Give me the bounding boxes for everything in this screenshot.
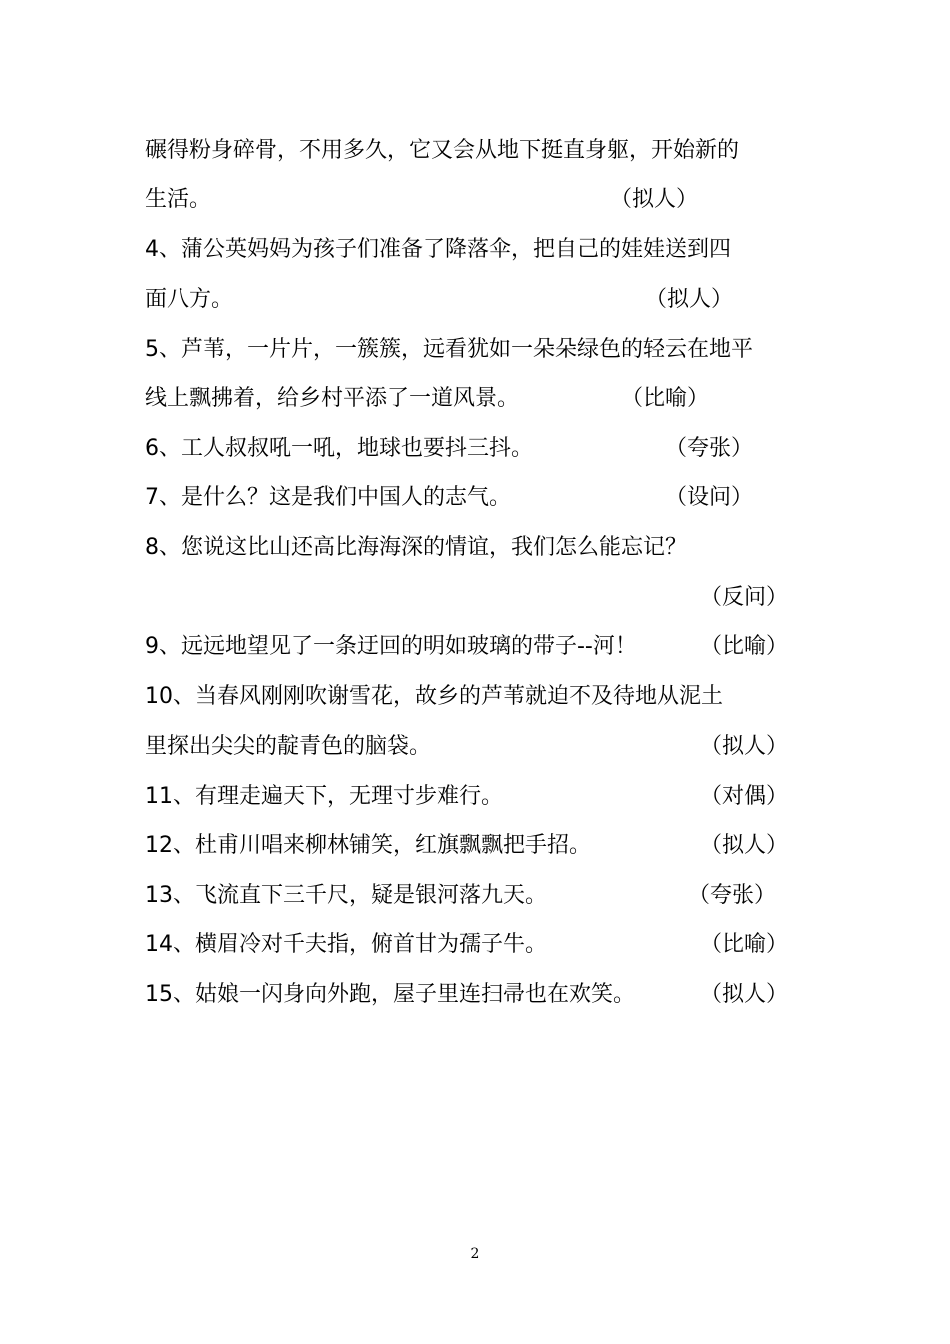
line-text: 13、飞流直下三千尺，疑是银河落九天。 xyxy=(145,883,547,908)
rhetoric-tag: （夸张） xyxy=(665,436,754,461)
text-line xyxy=(145,677,810,717)
page-number: 2 xyxy=(470,1246,480,1262)
rhetoric-tag: （拟人） xyxy=(700,982,789,1007)
text-line xyxy=(145,578,810,618)
text-line xyxy=(145,429,810,469)
line-text: 15、姑娘一闪身向外跑，屋子里连扫帚也在欢笑。 xyxy=(145,982,635,1007)
text-line xyxy=(145,627,810,667)
text-line xyxy=(145,528,810,568)
text-line xyxy=(145,975,810,1015)
text-line xyxy=(145,379,810,419)
line-text: 6、工人叔叔吼一吼，地球也要抖三抖。 xyxy=(145,436,533,461)
text-line xyxy=(145,330,810,370)
line-text: 9、远远地望见了一条迂回的明如玻璃的带子--河！ xyxy=(145,634,637,659)
text-line xyxy=(145,478,810,518)
text-line xyxy=(145,131,810,171)
text-line xyxy=(145,925,810,965)
text-line xyxy=(145,230,810,270)
rhetoric-tag: （设问） xyxy=(665,485,754,510)
rhetoric-tag: （对偶） xyxy=(700,784,789,809)
text-line xyxy=(145,826,810,866)
line-text: 生活。 xyxy=(145,187,212,212)
text-line xyxy=(145,180,810,220)
line-text: 10、当春风刚刚吹谢雪花，故乡的芦苇就迫不及待地从泥土 xyxy=(145,684,723,709)
rhetoric-tag: （拟人） xyxy=(700,833,789,858)
rhetoric-tag: （拟人） xyxy=(645,287,734,312)
text-line xyxy=(145,876,810,916)
text-line xyxy=(145,280,810,320)
rhetoric-tag: （拟人） xyxy=(700,734,789,759)
line-text: 8、您说这比山还高比海海深的情谊，我们怎么能忘记？ xyxy=(145,535,687,560)
line-text: 11、有理走遍天下，无理寸步难行。 xyxy=(145,784,503,809)
rhetoric-tag: （反问） xyxy=(700,585,789,610)
line-text: 12、杜甫川唱来柳林铺笑，红旗飘飘把手招。 xyxy=(145,833,591,858)
rhetoric-tag: （比喻） xyxy=(621,386,710,411)
rhetoric-tag: （拟人） xyxy=(610,187,699,212)
rhetoric-tag: （夸张） xyxy=(688,883,777,908)
line-text: 碾得粉身碎骨，不用多久，它又会从地下挺直身躯，开始新的 xyxy=(145,138,740,163)
line-text: 5、芦苇，一片片，一簇簇，远看犹如一朵朵绿色的轻云在地平 xyxy=(145,337,753,362)
line-text: 4、蒲公英妈妈为孩子们准备了降落伞，把自己的娃娃送到四 xyxy=(145,237,731,262)
rhetoric-tag: （比喻） xyxy=(700,634,789,659)
line-text: 线上飘拂着，给乡村平添了一道风景。 xyxy=(145,386,520,411)
line-text: 7、是什么？这是我们中国人的志气。 xyxy=(145,485,511,510)
line-text: 14、横眉冷对千夫指，俯首甘为孺子牛。 xyxy=(145,932,547,957)
line-text: 面八方。 xyxy=(145,287,234,312)
text-line xyxy=(145,777,810,817)
text-line xyxy=(145,727,810,767)
line-text: 里探出尖尖的靛青色的脑袋。 xyxy=(145,734,432,759)
rhetoric-tag: （比喻） xyxy=(700,932,789,957)
